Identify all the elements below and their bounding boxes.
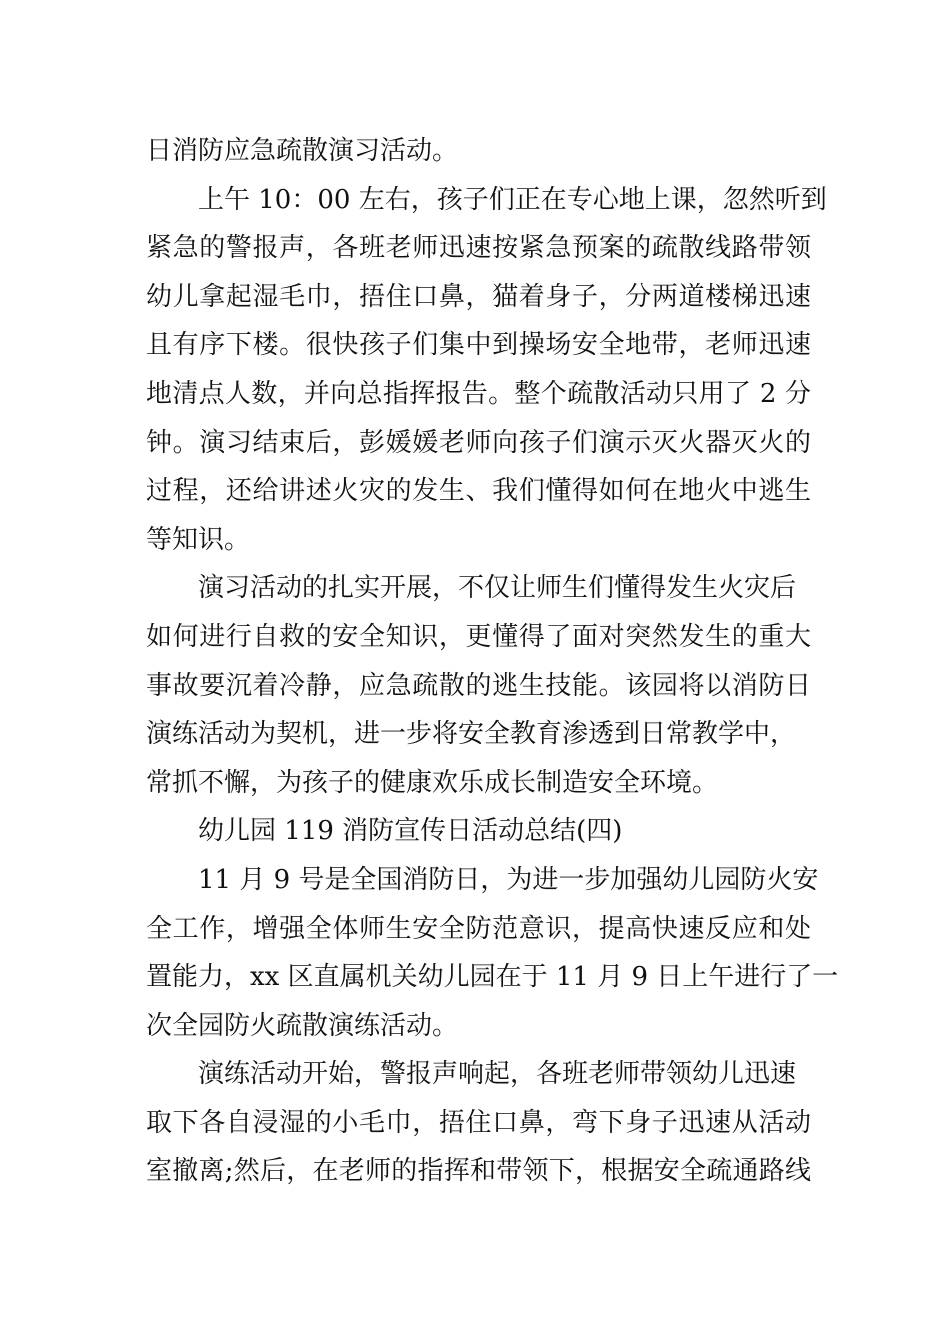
text-line: 紧急的警报声，各班老师迅速按紧急预案的疏散线路带领 bbox=[146, 233, 811, 264]
paragraph-first-line: 11 月 9 号是全国消防日，为进一步加强幼儿园防火安 bbox=[198, 864, 819, 895]
text-line: 日消防应急疏散演习活动。 bbox=[146, 136, 459, 166]
text-line: 常抓不懈，为孩子的健康欢乐成长制造安全环境。 bbox=[146, 767, 719, 798]
text-line: 次全园防火疏散演练活动。 bbox=[146, 1010, 459, 1041]
text-line: 置能力，xx 区直属机关幼儿园在于 11 月 9 日上午进行了一 bbox=[146, 962, 839, 993]
text-line: 室撤离;然后，在老师的指挥和带领下，根据安全疏通路线 bbox=[146, 1156, 811, 1187]
paragraph-first-line: 演习活动的扎实开展，不仅让师生们懂得发生火灾后 bbox=[198, 573, 797, 604]
text-line: 全工作，增强全体师生安全防范意识，提高快速反应和处 bbox=[146, 913, 811, 944]
section-heading: 幼儿园 119 消防宣传日活动总结(四) bbox=[198, 816, 623, 847]
text-line: 事故要沉着冷静，应急疏散的逃生技能。该园将以消防日 bbox=[146, 670, 811, 701]
text-line: 如何进行自救的安全知识，更懂得了面对突然发生的重大 bbox=[146, 621, 811, 652]
paragraph-first-line: 演练活动开始，警报声响起，各班老师带领幼儿迅速 bbox=[198, 1059, 797, 1090]
text-line: 幼儿拿起湿毛巾，捂住口鼻，猫着身子，分两道楼梯迅速 bbox=[146, 281, 811, 312]
document-body bbox=[146, 127, 839, 1196]
text-line: 过程，还给讲述火灾的发生、我们懂得如何在地火中逃生 bbox=[146, 476, 811, 507]
text-line: 演练活动为契机，进一步将安全教育渗透到日常教学中， bbox=[146, 719, 797, 750]
text-line: 取下各自浸湿的小毛巾，捂住口鼻，弯下身子迅速从活动 bbox=[146, 1107, 811, 1138]
paragraph-first-line: 上午 10：00 左右，孩子们正在专心地上课，忽然听到 bbox=[198, 184, 827, 215]
text-line: 且有序下楼。很快孩子们集中到操场安全地带，老师迅速 bbox=[146, 330, 811, 361]
text-line: 地清点人数，并向总指挥报告。整个疏散活动只用了 2 分 bbox=[146, 378, 811, 409]
text-line: 等知识。 bbox=[146, 524, 251, 555]
text-line: 钟。演习结束后，彭媛媛老师向孩子们演示灭火器灭火的 bbox=[146, 427, 811, 458]
